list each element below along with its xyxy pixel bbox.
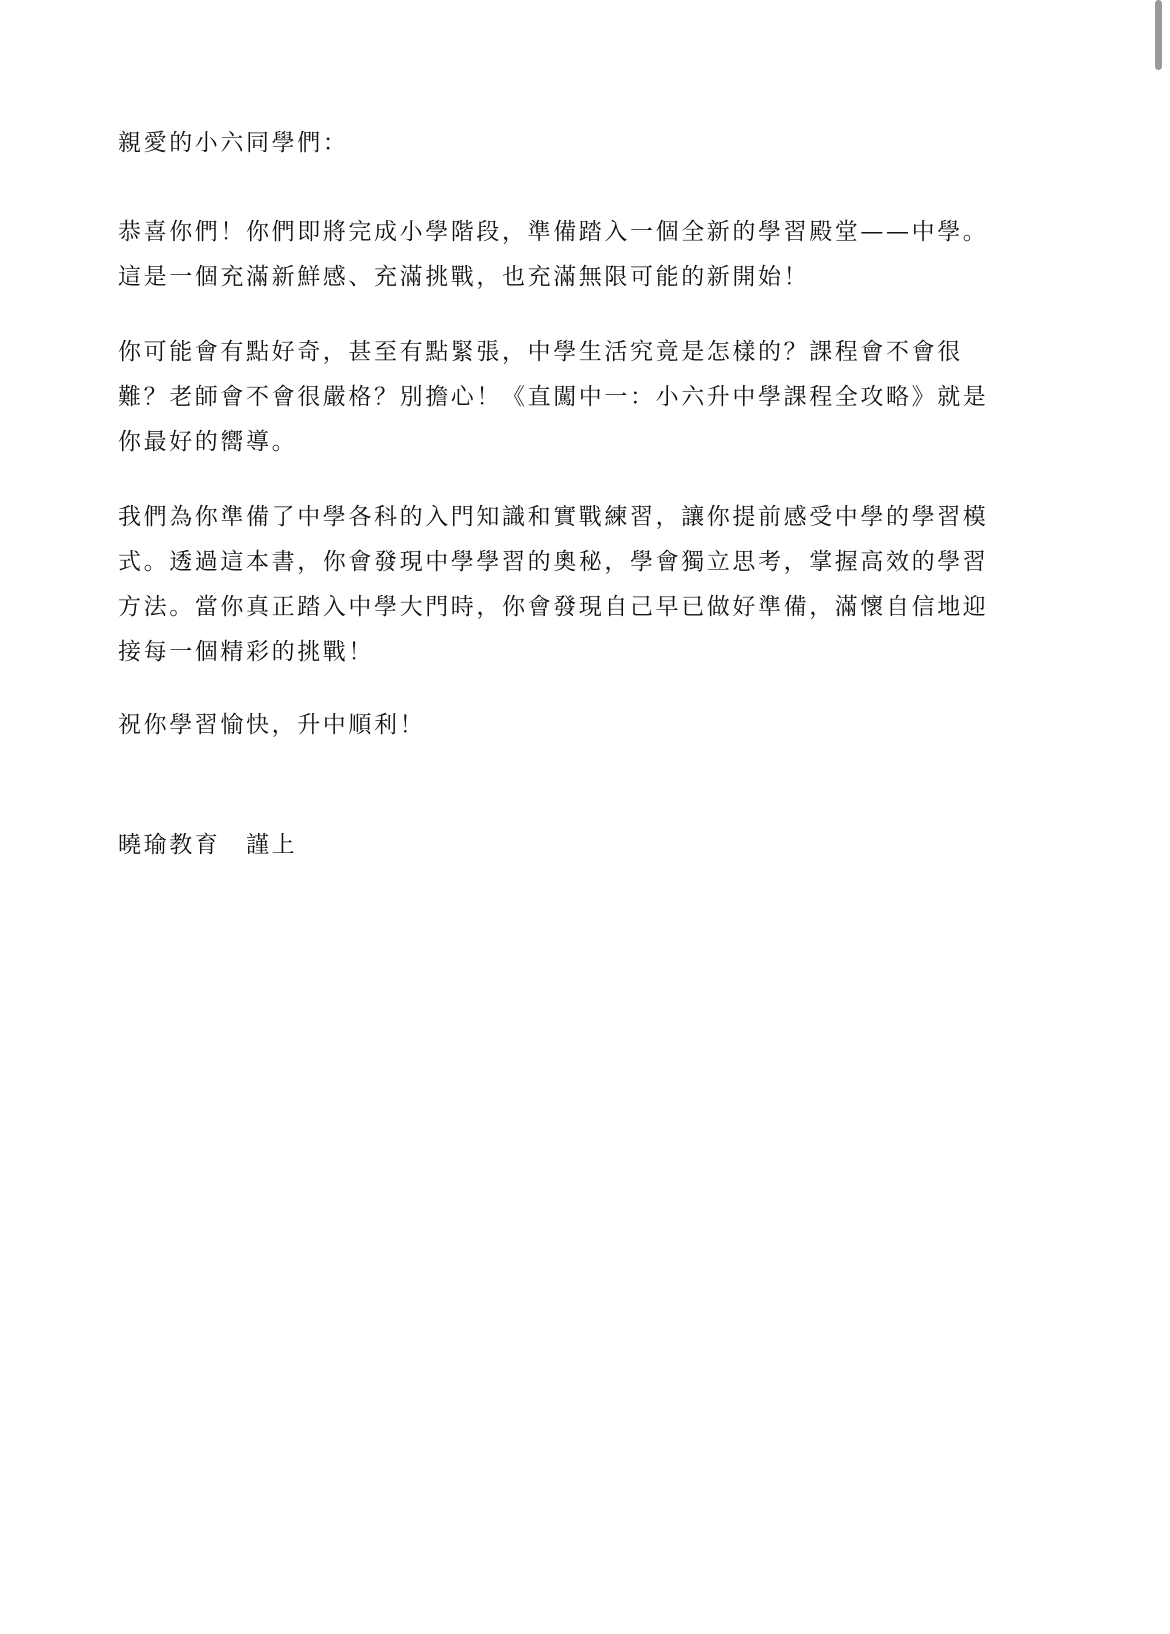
paragraph-line: 難？老師會不會很嚴格？別擔心！《直闖中一：小六升中學課程全攻略》就是 bbox=[118, 384, 989, 410]
scrollbar-thumb[interactable] bbox=[1155, 0, 1162, 70]
paragraph-line: 接每一個精彩的挑戰！ bbox=[118, 639, 374, 665]
greeting: 親愛的小六同學們： bbox=[118, 130, 349, 156]
signature: 曉瑜教育 謹上 bbox=[118, 832, 298, 858]
paragraph-line: 這是一個充滿新鮮感、充滿挑戰，也充滿無限可能的新開始！ bbox=[118, 264, 810, 290]
paragraph-line: 我們為你準備了中學各科的入門知識和實戰練習，讓你提前感受中學的學習模 bbox=[118, 504, 989, 530]
paragraph-line: 式。透過這本書，你會發現中學學習的奧秘，學會獨立思考，掌握高效的學習 bbox=[118, 549, 989, 575]
paragraph-line: 你最好的嚮導。 bbox=[118, 429, 298, 455]
closing: 祝你學習愉快，升中順利！ bbox=[118, 712, 426, 738]
paragraph-line: 方法。當你真正踏入中學大門時，你會發現自己早已做好準備，滿懷自信地迎 bbox=[118, 594, 989, 620]
vertical-scrollbar[interactable] bbox=[1148, 0, 1170, 1634]
paragraph-line: 你可能會有點好奇，甚至有點緊張，中學生活究竟是怎樣的？課程會不會很 bbox=[118, 339, 963, 365]
paragraph-line: 恭喜你們！你們即將完成小學階段，準備踏入一個全新的學習殿堂——中學。 bbox=[118, 219, 989, 245]
